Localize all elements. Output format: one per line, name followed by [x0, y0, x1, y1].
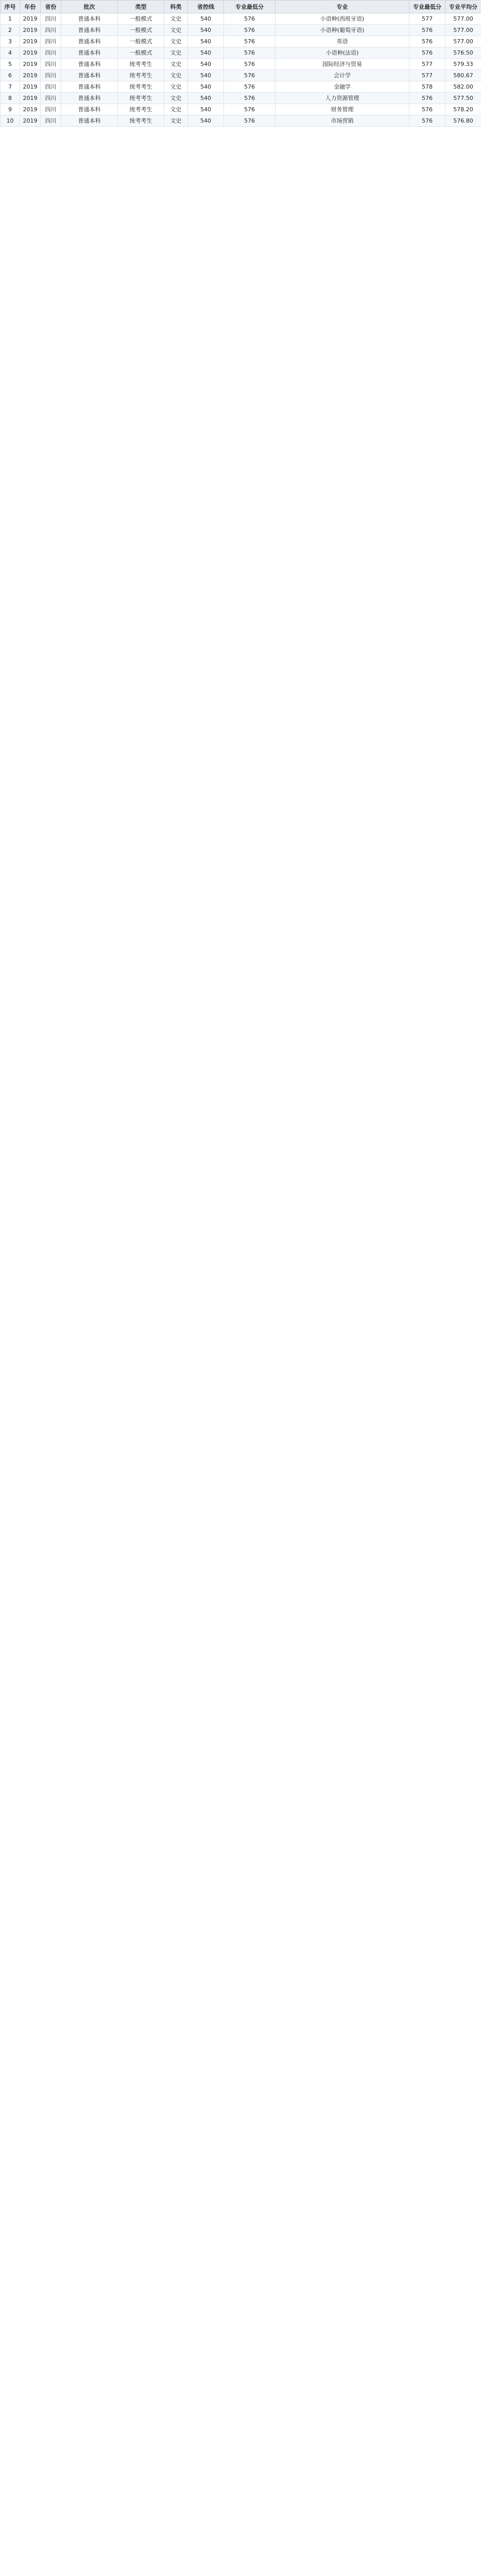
table-row: [1, 36, 481, 47]
cell-min-score: 576: [224, 70, 276, 81]
cell-min-score: 576: [224, 13, 276, 25]
cell-batch: 普通本科: [61, 104, 118, 115]
cell-subject: 文史: [164, 93, 188, 104]
cell-batch: 普通本科: [61, 36, 118, 47]
admission-score-table: [0, 0, 481, 127]
table-row: [1, 25, 481, 36]
cell-major-min-score: 576: [409, 36, 445, 47]
cell-batch: 普通本科: [61, 70, 118, 81]
cell-year: 2019: [20, 36, 41, 47]
cell-province: 四川: [41, 59, 61, 70]
cell-index: 10: [1, 115, 20, 127]
cell-batch: 普通本科: [61, 59, 118, 70]
column-header-control-line: 省控线: [188, 1, 224, 13]
column-header-year: 年份: [20, 1, 41, 13]
cell-major-avg-score: 582.00: [445, 81, 481, 93]
cell-control-line: 540: [188, 25, 224, 36]
cell-major-min-score: 576: [409, 25, 445, 36]
cell-subject: 文史: [164, 70, 188, 81]
cell-type: 一般模式: [118, 25, 164, 36]
column-header-province: 省份: [41, 1, 61, 13]
cell-year: 2019: [20, 93, 41, 104]
cell-index: 1: [1, 13, 20, 25]
cell-min-score: 576: [224, 93, 276, 104]
cell-control-line: 540: [188, 104, 224, 115]
column-header-index: 序号: [1, 1, 20, 13]
cell-major: 英语: [276, 36, 409, 47]
header-row: [1, 1, 481, 13]
cell-province: 四川: [41, 25, 61, 36]
cell-control-line: 540: [188, 47, 224, 59]
table-row: [1, 13, 481, 25]
cell-major-min-score: 577: [409, 59, 445, 70]
cell-major-avg-score: 580.67: [445, 70, 481, 81]
table-row: [1, 115, 481, 127]
cell-province: 四川: [41, 93, 61, 104]
column-header-batch: 批次: [61, 1, 118, 13]
cell-index: 2: [1, 25, 20, 36]
cell-major: 国际经济与贸易: [276, 59, 409, 70]
column-header-major: 专业: [276, 1, 409, 13]
cell-type: 一般模式: [118, 47, 164, 59]
cell-major-min-score: 576: [409, 47, 445, 59]
cell-control-line: 540: [188, 81, 224, 93]
cell-batch: 普通本科: [61, 13, 118, 25]
cell-control-line: 540: [188, 13, 224, 25]
column-header-subject: 科类: [164, 1, 188, 13]
cell-min-score: 576: [224, 25, 276, 36]
cell-type: 一般模式: [118, 13, 164, 25]
cell-major-avg-score: 578.20: [445, 104, 481, 115]
cell-year: 2019: [20, 104, 41, 115]
cell-major: 会计学: [276, 70, 409, 81]
cell-major-avg-score: 576.80: [445, 115, 481, 127]
cell-major-min-score: 577: [409, 70, 445, 81]
cell-control-line: 540: [188, 115, 224, 127]
cell-subject: 文史: [164, 13, 188, 25]
cell-major-avg-score: 577.00: [445, 13, 481, 25]
cell-major: 市场营销: [276, 115, 409, 127]
cell-control-line: 540: [188, 70, 224, 81]
cell-subject: 文史: [164, 36, 188, 47]
cell-major-min-score: 576: [409, 93, 445, 104]
cell-subject: 文史: [164, 115, 188, 127]
table-row: [1, 70, 481, 81]
table-row: [1, 59, 481, 70]
cell-major: 小语种(西班牙语): [276, 13, 409, 25]
cell-year: 2019: [20, 59, 41, 70]
cell-min-score: 576: [224, 36, 276, 47]
cell-control-line: 540: [188, 36, 224, 47]
cell-type: 一般模式: [118, 36, 164, 47]
cell-subject: 文史: [164, 104, 188, 115]
cell-province: 四川: [41, 13, 61, 25]
column-header-type: 类型: [118, 1, 164, 13]
cell-type: 统考考生: [118, 115, 164, 127]
cell-major: 金融学: [276, 81, 409, 93]
table-row: [1, 104, 481, 115]
cell-major-avg-score: 577.00: [445, 25, 481, 36]
cell-year: 2019: [20, 25, 41, 36]
cell-year: 2019: [20, 81, 41, 93]
cell-index: 7: [1, 81, 20, 93]
column-header-major-min-score: 专业最低分: [409, 1, 445, 13]
cell-batch: 普通本科: [61, 93, 118, 104]
column-header-min-score: 专业最低分: [224, 1, 276, 13]
cell-subject: 文史: [164, 81, 188, 93]
cell-type: 统考考生: [118, 81, 164, 93]
cell-min-score: 576: [224, 81, 276, 93]
cell-year: 2019: [20, 47, 41, 59]
cell-batch: 普通本科: [61, 25, 118, 36]
cell-min-score: 576: [224, 115, 276, 127]
cell-major-avg-score: 576.50: [445, 47, 481, 59]
cell-index: 5: [1, 59, 20, 70]
table-row: [1, 47, 481, 59]
cell-type: 统考考生: [118, 59, 164, 70]
column-header-major-avg-score: 专业平均分: [445, 1, 481, 13]
cell-subject: 文史: [164, 47, 188, 59]
cell-index: 9: [1, 104, 20, 115]
cell-province: 四川: [41, 70, 61, 81]
cell-major-avg-score: 577.00: [445, 36, 481, 47]
cell-major-min-score: 578: [409, 81, 445, 93]
cell-type: 统考考生: [118, 104, 164, 115]
table-row: [1, 81, 481, 93]
cell-index: 8: [1, 93, 20, 104]
cell-major-min-score: 576: [409, 104, 445, 115]
cell-batch: 普通本科: [61, 115, 118, 127]
cell-province: 四川: [41, 36, 61, 47]
cell-min-score: 576: [224, 47, 276, 59]
cell-major: 财务管理: [276, 104, 409, 115]
cell-major: 小语种(葡萄牙语): [276, 25, 409, 36]
cell-type: 统考考生: [118, 93, 164, 104]
cell-index: 3: [1, 36, 20, 47]
cell-type: 统考考生: [118, 70, 164, 81]
table-row: [1, 93, 481, 104]
cell-batch: 普通本科: [61, 47, 118, 59]
cell-province: 四川: [41, 81, 61, 93]
cell-major: 小语种(法语): [276, 47, 409, 59]
cell-index: 4: [1, 47, 20, 59]
cell-batch: 普通本科: [61, 81, 118, 93]
cell-major-min-score: 576: [409, 115, 445, 127]
cell-index: 6: [1, 70, 20, 81]
cell-major: 人力资源管理: [276, 93, 409, 104]
cell-subject: 文史: [164, 59, 188, 70]
cell-control-line: 540: [188, 93, 224, 104]
cell-year: 2019: [20, 115, 41, 127]
cell-province: 四川: [41, 115, 61, 127]
table-body: [1, 13, 481, 127]
cell-major-avg-score: 577.50: [445, 93, 481, 104]
cell-subject: 文史: [164, 25, 188, 36]
cell-min-score: 576: [224, 59, 276, 70]
cell-year: 2019: [20, 13, 41, 25]
cell-major-avg-score: 579.33: [445, 59, 481, 70]
score-table-container: [0, 0, 481, 127]
cell-province: 四川: [41, 104, 61, 115]
cell-province: 四川: [41, 47, 61, 59]
table-header: [1, 1, 481, 13]
cell-year: 2019: [20, 70, 41, 81]
cell-control-line: 540: [188, 59, 224, 70]
cell-min-score: 576: [224, 104, 276, 115]
cell-major-min-score: 577: [409, 13, 445, 25]
